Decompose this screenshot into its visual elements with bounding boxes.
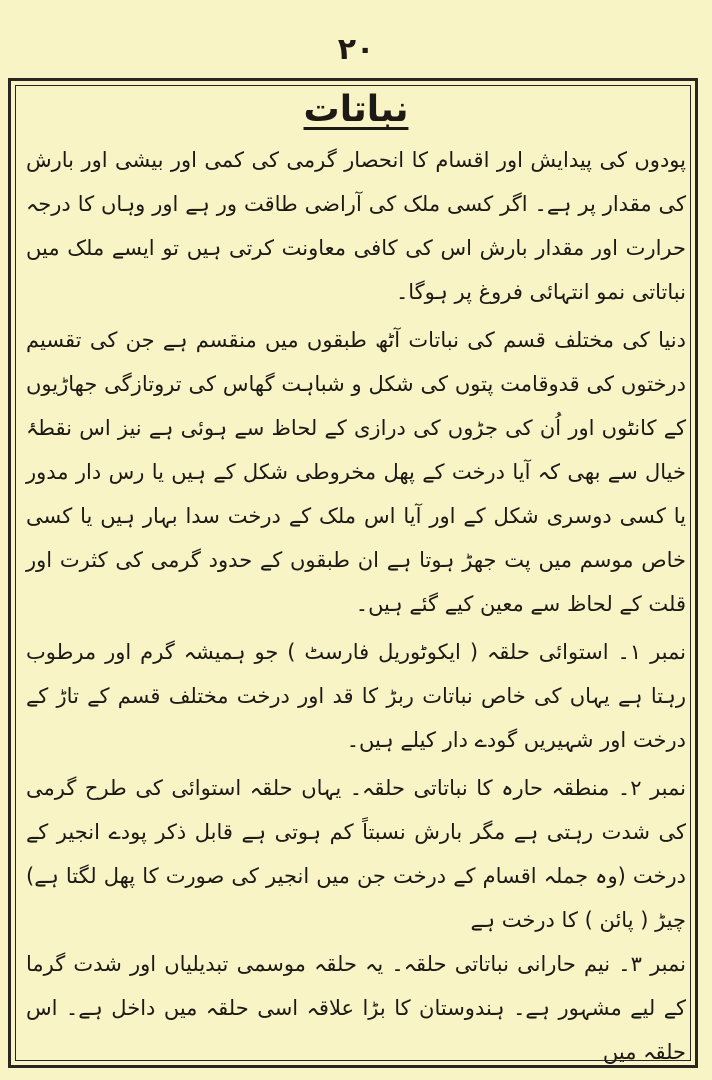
paragraph-subtropical-zone: نمبر ۳۔ نیم حارانی نباتاتی حلقہ۔ یہ حلقہ موسمی تبدیلیاں اور شدت گرما کے لیے مشہور ہے۔ ہندوستان کا بڑا علاقہ اسی حلقہ میں داخل ہے۔ اس حلقہ میں — [26, 952, 686, 1064]
page-number: ۲۰ — [337, 32, 375, 67]
paragraph-classification: دنیا کی مختلف قسم کی نباتات آٹھ طبقوں میں منقسم ہے جن کی تقسیم درختوں کی قدوقامت پتوں کی شکل و شباہت گھاس کی تروتازگی جھاڑیوں کے کانٹوں اور اُن کی جڑوں کی درازی کے لحاظ سے ہوئی ہے نیز اس نقطۂ خیال سے بھی کہ آیا درخت کے پھل مخروطی شکل کے ہیں یا رس دار مدور یا کسی دوسری شکل کے اور آیا اس ملک کے درخت سدا بہار ہیں یا کسی خاص موسم میں پت جھڑ ہوتا ہے ان طبقوں کے حدود گرمی کی کثرت اور قلت کے لحاظ سے معین کیے گئے ہیں۔ — [26, 328, 686, 616]
page-content — [26, 86, 686, 1074]
paragraph-equatorial-zone: نمبر ۱۔ استوائی حلقہ ( ایکوٹوریل فارسٹ ) جو ہمیشہ گرم اور مرطوب رہتا ہے یہاں کی خاص نباتات ربڑ کا قد اور درخت مختلف قسم کے تاڑ کے درخت اور شہیریں گودے دار کیلے ہیں۔ — [26, 640, 686, 752]
paragraph-tropical-zone: نمبر ۲۔ منطقہ حارہ کا نباتاتی حلقہ۔ یہاں حلقہ استوائی کی طرح گرمی کی شدت رہتی ہے مگر بارش نسبتاً کم ہوتی ہے قابل ذکر پودے انجیر کے درخت (وہ جملہ اقسام کے درخت جن میں انجیر کی صورت کا پھل لگتا ہے) چیڑ ( پائن ) کا درخت ہے — [26, 776, 686, 932]
chapter-heading: نباتات — [303, 89, 409, 130]
paragraph-intro: پودوں کی پیدایش اور اقسام کا انحصار گرمی کی کمی اور بیشی اور بارش کی مقدار پر ہے۔ اگر کسی ملک کی آراضی طاقت ور ہے اور وہاں کا درجہ حرارت اور مقدار بارش اس کی کافی معاونت کرتی ہیں تو ایسے ملک میں نباتاتی نمو انتہائی فروغ پر ہوگا۔ — [26, 148, 686, 304]
